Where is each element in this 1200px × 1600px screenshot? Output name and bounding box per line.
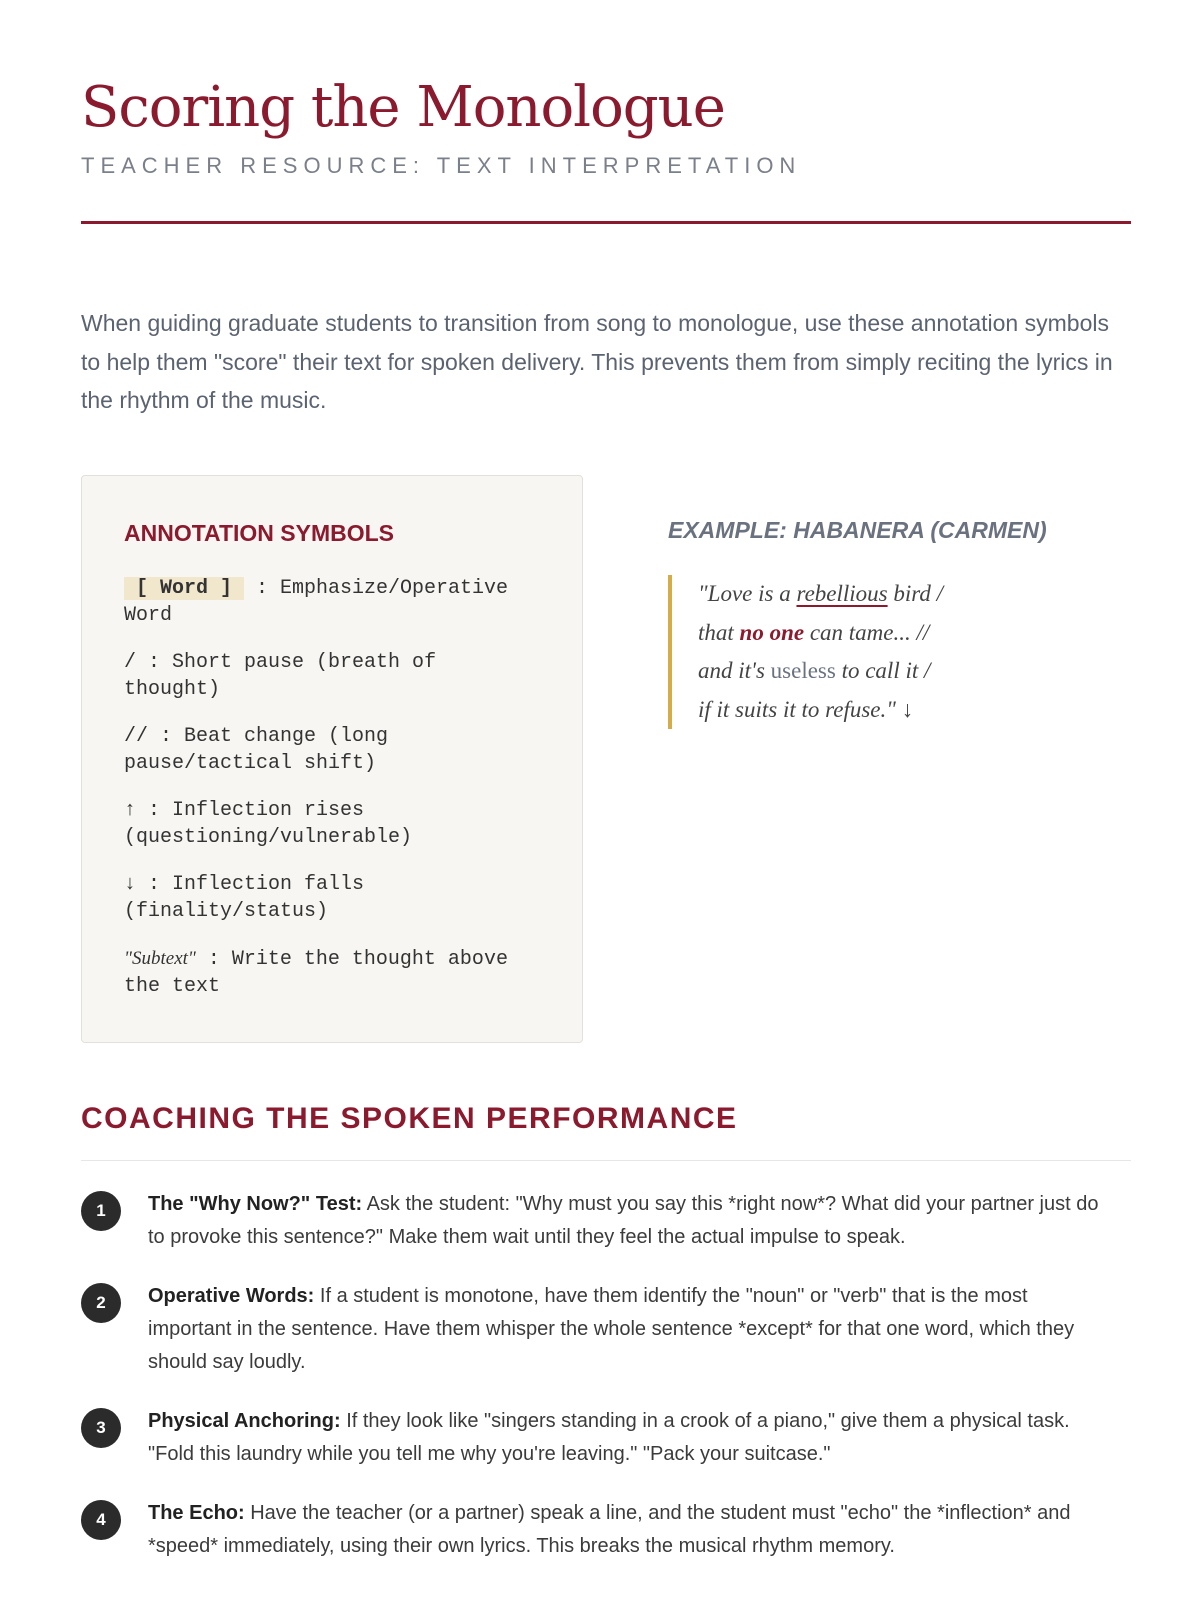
quote-line [698, 614, 1068, 653]
legend-item [124, 946, 529, 1000]
quote-text: if it suits it to refuse." ↓ [698, 696, 914, 722]
legend-list [124, 576, 529, 1021]
page-title: Scoring the Monologue [81, 75, 725, 140]
legend-symbol: ↓ [124, 873, 137, 896]
legend-symbol: / [124, 651, 137, 674]
legend-symbol: ↑ [124, 799, 137, 822]
legend-text: : Inflection falls (finality/status) [124, 873, 365, 923]
legend-text: : Write the thought above the text [124, 948, 508, 998]
quote-line [698, 575, 1068, 614]
coaching-section-title: COACHING THE SPOKEN PERFORMANCE [81, 1102, 738, 1135]
legend-item [124, 872, 529, 925]
operative-word: no one [739, 619, 805, 645]
legend-item [124, 576, 529, 629]
annotation-symbols-box [81, 475, 583, 1043]
example-quote [668, 575, 1068, 729]
legend-symbol: // [124, 725, 149, 748]
step-text [148, 1188, 1108, 1254]
page-subtitle: TEACHER RESOURCE: TEXT INTERPRETATION [81, 153, 802, 178]
legend-symbol: "Subtext" [124, 948, 196, 969]
quote-text: bird / [887, 581, 943, 606]
legend-item [124, 650, 529, 703]
legend-text: : Inflection rises (questioning/vulnerable) [124, 799, 413, 849]
step-number-badge: 2 [81, 1283, 121, 1323]
step-text [148, 1280, 1108, 1379]
step-number-badge: 1 [81, 1191, 121, 1231]
legend-title: ANNOTATION SYMBOLS [124, 520, 395, 546]
legend-text: : Emphasize/Operative Word [124, 577, 509, 627]
legend-symbol: [ Word ] [124, 577, 244, 600]
quote-text: can tame... // [804, 619, 930, 645]
quote-line [698, 652, 1068, 691]
header-divider [81, 221, 1131, 224]
subtext-word: useless [770, 658, 836, 683]
step-label: Operative Words: [148, 1285, 315, 1307]
step-body: If they look like "singers standing in a crook of a piano," give them a physical task. "Fold this laundry while you tell me why you're leaving." "Pack your suitcase." [148, 1410, 1070, 1465]
step-number-badge: 3 [81, 1408, 121, 1448]
quote-text: to call it / [835, 658, 931, 683]
quote-text: "Love is a [698, 581, 797, 606]
legend-item [124, 798, 529, 851]
step-number-badge: 4 [81, 1500, 121, 1540]
legend-text: : Beat change (long pause/tactical shift) [124, 725, 389, 775]
step-label: The Echo: [148, 1502, 245, 1524]
step-text [148, 1405, 1108, 1471]
step-label: Physical Anchoring: [148, 1410, 341, 1432]
example-title: EXAMPLE: HABANERA (CARMEN) [668, 517, 1047, 543]
legend-text: : Short pause (breath of thought) [124, 651, 437, 701]
step-body: If a student is monotone, have them identify the "noun" or "verb" that is the most important in the sentence. Have them whisper the whole sentence *except* for that one word, which they should say loudly. [148, 1285, 1075, 1373]
step-body: Have the teacher (or a partner) speak a line, and the student must "echo" the *inflection* and *speed* immediately, using their own lyrics. This breaks the musical rhythm memory. [148, 1502, 1071, 1557]
intro-paragraph: When guiding graduate students to transition from song to monologue, use these annotation symbols to help them "score" their text for spoken delivery. This prevents them from simply reciting the lyrics in the rhythm of the music. [81, 310, 1113, 413]
section-divider [81, 1160, 1131, 1161]
quote-line [698, 691, 1068, 730]
step-text [148, 1497, 1108, 1563]
legend-item [124, 724, 529, 777]
step-body: Ask the student: "Why must you say this *right now*? What did your partner just do to provoke this sentence?" Make them wait until they feel the actual impulse to speak. [148, 1193, 1099, 1248]
emphasized-word: rebellious [796, 581, 888, 606]
quote-text: and it's [698, 658, 771, 683]
step-label: The "Why Now?" Test: [148, 1193, 363, 1215]
quote-text: that [698, 619, 740, 645]
